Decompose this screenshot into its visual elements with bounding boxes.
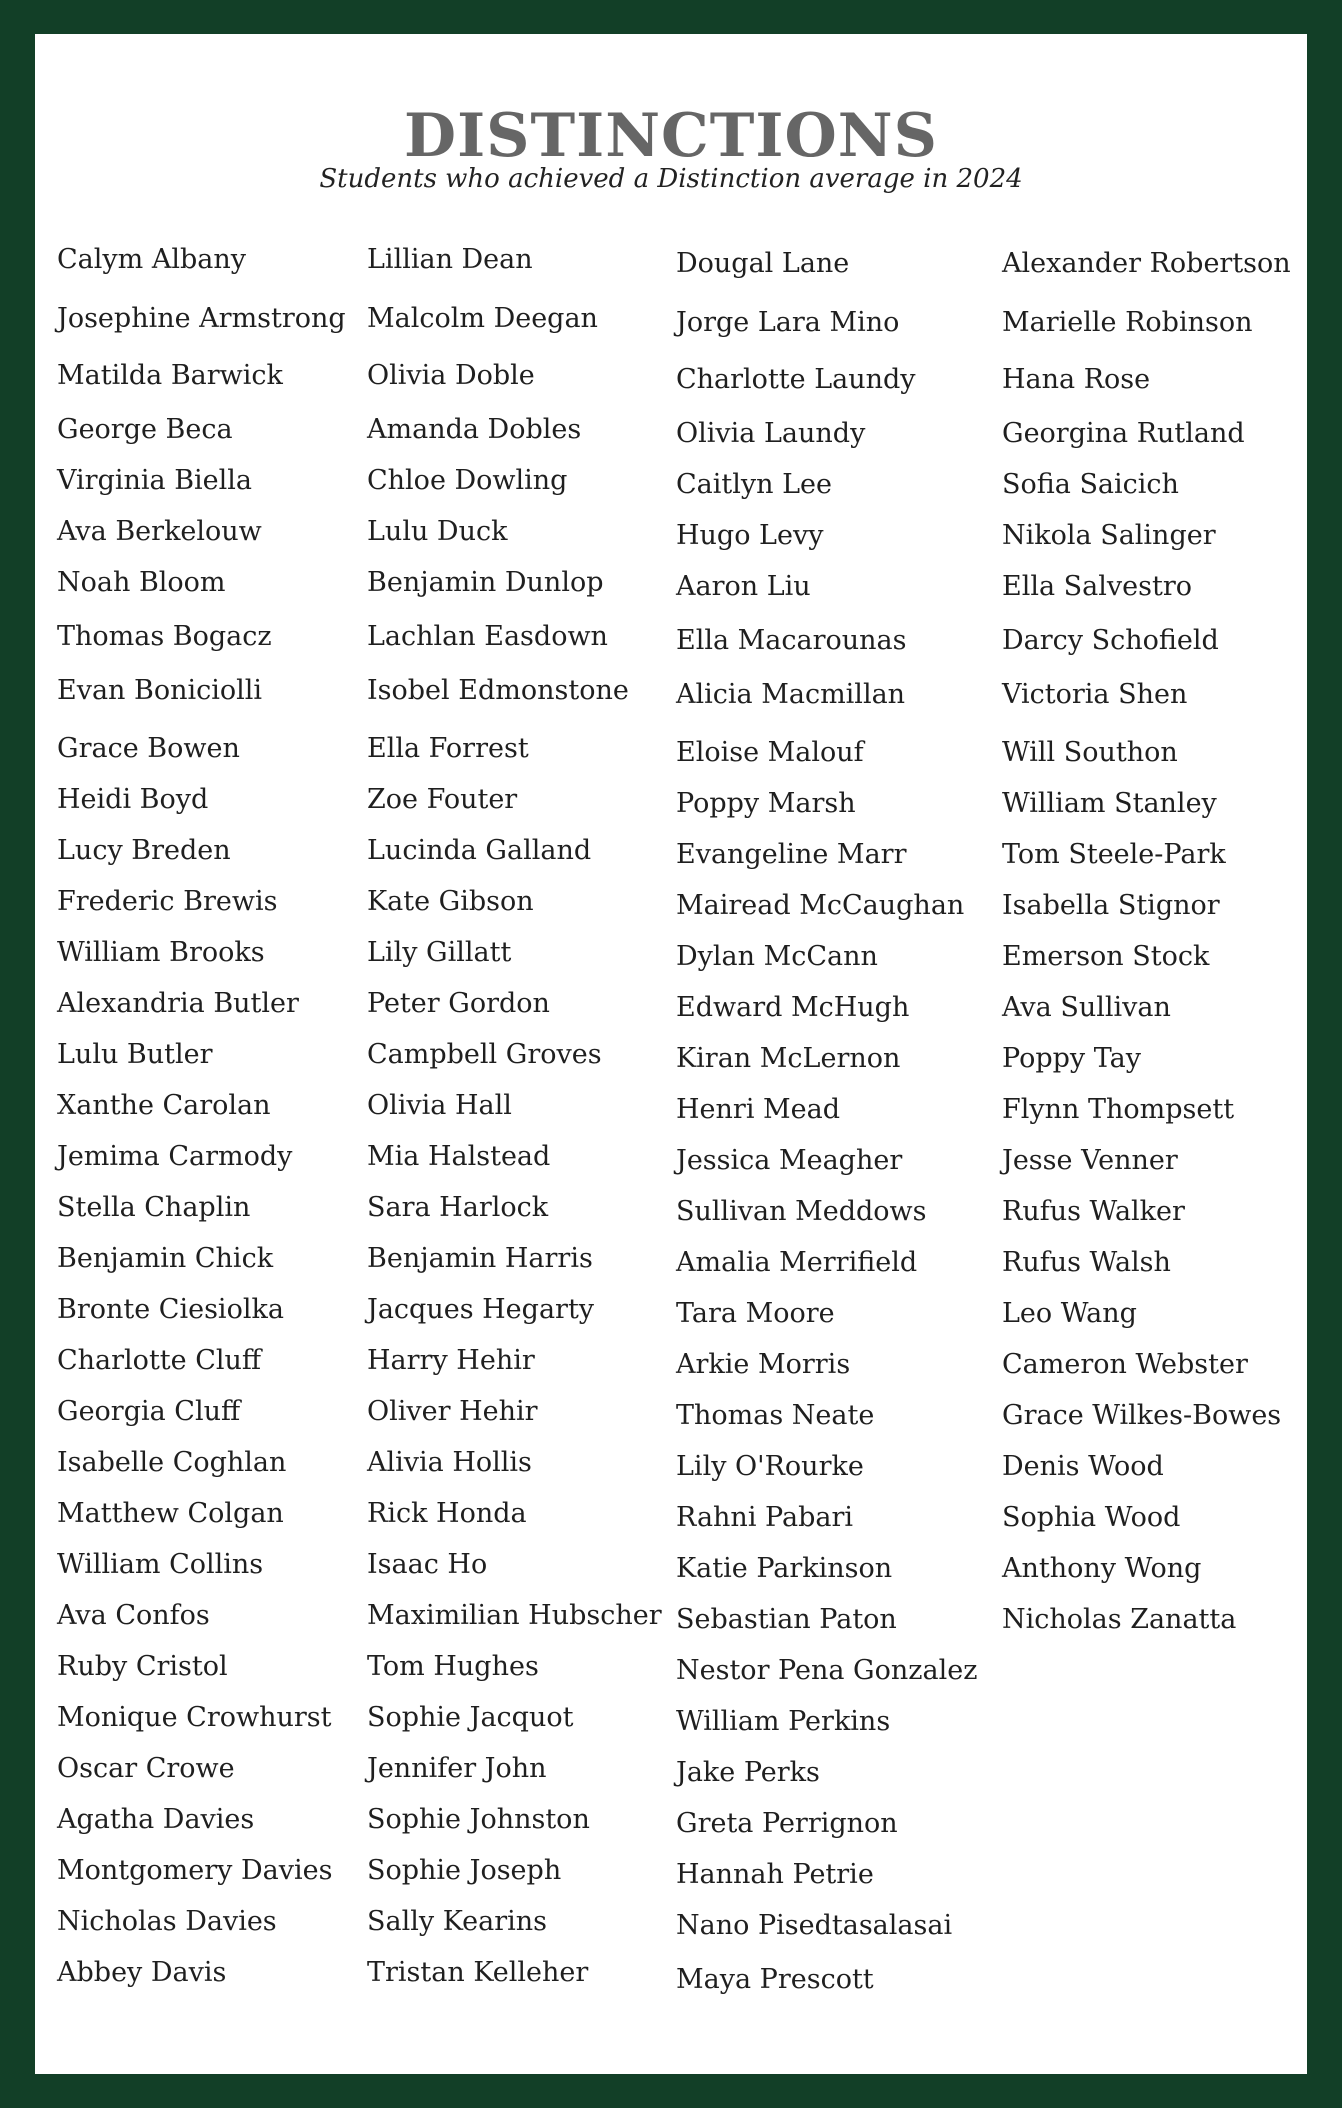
student-name: Arkie Morris (676, 1349, 851, 1380)
student-name: William Brooks (57, 937, 265, 968)
student-name: Nestor Pena Gonzalez (676, 1655, 978, 1686)
student-name: Henri Mead (676, 1094, 841, 1125)
student-name: Hugo Levy (676, 520, 824, 551)
student-name: Lucy Breden (57, 835, 231, 866)
student-name: Nano Pisedtasalasai (676, 1910, 953, 1941)
student-name: Lillian Dean (367, 244, 533, 275)
student-name: Sophia Wood (1002, 1502, 1181, 1533)
student-name: Olivia Doble (367, 360, 535, 391)
student-name: Ruby Cristol (57, 1651, 228, 1682)
student-name: Benjamin Harris (367, 1243, 593, 1274)
student-name: Sally Kearins (367, 1906, 548, 1937)
student-name: Charlotte Cluff (57, 1345, 262, 1376)
student-name: Sebastian Paton (676, 1604, 897, 1635)
student-name: Charlotte Laundy (676, 364, 916, 395)
student-name: Virginia Biella (57, 465, 253, 496)
student-name: Rick Honda (367, 1498, 527, 1529)
student-name: Harry Hehir (367, 1345, 535, 1376)
student-name: Frederic Brewis (57, 886, 278, 917)
student-name: Jemima Carmody (57, 1141, 293, 1172)
student-name: Montgomery Davies (57, 1855, 333, 1886)
student-name: Victoria Shen (1002, 679, 1188, 710)
student-name: Matilda Barwick (57, 360, 283, 391)
student-name: Ava Confos (57, 1600, 210, 1631)
student-name: Peter Gordon (367, 988, 550, 1019)
student-name: Sophie Joseph (367, 1855, 562, 1886)
student-name: Thomas Bogacz (57, 621, 272, 652)
student-name: Kiran McLernon (676, 1043, 901, 1074)
student-name: Jacques Hegarty (367, 1294, 595, 1325)
student-name: Lily Gillatt (367, 937, 512, 968)
student-name: Tara Moore (676, 1298, 835, 1329)
student-name: Ella Salvestro (1002, 571, 1192, 602)
student-name: Heidi Boyd (57, 784, 209, 815)
student-name: Ava Berkelouw (57, 516, 262, 547)
student-name: Campbell Groves (367, 1039, 602, 1070)
student-name: Lily O'Rourke (676, 1451, 864, 1482)
student-name: Amanda Dobles (367, 414, 582, 445)
student-name: Ava Sullivan (1002, 992, 1171, 1023)
student-name: Rahni Pabari (676, 1502, 854, 1533)
student-name: Georgina Rutland (1002, 418, 1245, 449)
student-name: Sara Harlock (367, 1192, 549, 1223)
student-name: Nicholas Davies (57, 1906, 277, 1937)
student-name: Tom Hughes (367, 1651, 539, 1682)
page-subtitle: Students who achieved a Distinction average in 2024 (319, 164, 1023, 194)
student-name: Mia Halstead (367, 1141, 551, 1172)
student-name: Lulu Butler (57, 1039, 213, 1070)
student-name: Georgia Cluff (57, 1396, 241, 1427)
student-name: Maya Prescott (676, 1964, 874, 1995)
student-name: Will Southon (1002, 737, 1178, 768)
student-name: Jessica Meagher (676, 1145, 903, 1176)
student-name: Emerson Stock (1002, 941, 1210, 972)
distinctions-panel (35, 34, 1307, 2074)
student-name: Lachlan Easdown (367, 621, 608, 652)
student-name: Oscar Crowe (57, 1753, 235, 1784)
student-name: Nikola Salinger (1002, 520, 1216, 551)
student-name: William Stanley (1002, 788, 1217, 819)
student-name: Grace Wilkes-Bowes (1002, 1400, 1282, 1431)
student-name: Ella Forrest (367, 733, 529, 764)
student-name: Benjamin Dunlop (367, 567, 604, 598)
student-name: Calym Albany (57, 244, 246, 275)
student-name: Hannah Petrie (676, 1859, 874, 1890)
student-name: Anthony Wong (1002, 1553, 1202, 1584)
page-title: DISTINCTIONS (404, 101, 938, 171)
student-name: Alicia Macmillan (676, 679, 906, 710)
student-name: Xanthe Carolan (57, 1090, 271, 1121)
student-name: Lucinda Galland (367, 835, 592, 866)
student-name: Caitlyn Lee (676, 469, 832, 500)
student-name: Greta Perrignon (676, 1808, 898, 1839)
student-name: Mairead McCaughan (676, 890, 965, 921)
student-name: Zoe Fouter (367, 784, 518, 815)
student-name: William Perkins (676, 1706, 891, 1737)
student-name: Evangeline Marr (676, 839, 907, 870)
student-name: Maximilian Hubscher (367, 1600, 662, 1631)
student-name: Isobel Edmonstone (367, 675, 629, 706)
student-name: Rufus Walsh (1002, 1247, 1171, 1278)
student-name: Olivia Hall (367, 1090, 512, 1121)
student-name: Denis Wood (1002, 1451, 1164, 1482)
student-name: Amalia Merrifield (676, 1247, 918, 1278)
student-name: Monique Crowhurst (57, 1702, 332, 1733)
student-name: Thomas Neate (676, 1400, 875, 1431)
student-name: Stella Chaplin (57, 1192, 251, 1223)
student-name: Edward McHugh (676, 992, 910, 1023)
student-name: Abbey Davis (57, 1957, 227, 1988)
student-name: Sullivan Meddows (676, 1196, 927, 1227)
student-name: Isaac Ho (367, 1549, 488, 1580)
student-name: Hana Rose (1002, 364, 1151, 395)
student-name: Dylan McCann (676, 941, 878, 972)
student-name: Tom Steele-Park (1002, 839, 1226, 870)
student-name: Evan Boniciolli (57, 675, 263, 706)
student-name: Poppy Marsh (676, 788, 856, 819)
student-name: Darcy Schofield (1002, 625, 1219, 656)
student-name: Benjamin Chick (57, 1243, 274, 1274)
student-name: Dougal Lane (676, 248, 850, 279)
student-name: Bronte Ciesiolka (57, 1294, 284, 1325)
student-name: Kate Gibson (367, 886, 534, 917)
student-name: Marielle Robinson (1002, 307, 1253, 338)
student-name: Sophie Jacquot (367, 1702, 574, 1733)
student-name: Katie Parkinson (676, 1553, 893, 1584)
student-name: Olivia Laundy (676, 418, 866, 449)
student-name: Poppy Tay (1002, 1043, 1141, 1074)
student-name: Chloe Dowling (367, 465, 568, 496)
student-name: Agatha Davies (57, 1804, 255, 1835)
student-name: Jake Perks (676, 1757, 820, 1788)
student-name: Aaron Liu (676, 571, 811, 602)
student-name: Jesse Venner (1002, 1145, 1178, 1176)
student-name: Eloise Malouf (676, 737, 864, 768)
student-name: Noah Bloom (57, 567, 226, 598)
student-name: Lulu Duck (367, 516, 508, 547)
student-name: Matthew Colgan (57, 1498, 284, 1529)
student-name: Alivia Hollis (367, 1447, 532, 1478)
student-name: Ella Macarounas (676, 625, 907, 656)
student-name: Alexander Robertson (1002, 248, 1291, 279)
student-name: Nicholas Zanatta (1002, 1604, 1237, 1635)
student-name: Sophie Johnston (367, 1804, 590, 1835)
student-name: Tristan Kelleher (367, 1957, 589, 1988)
student-name: Oliver Hehir (367, 1396, 538, 1427)
student-name: Jennifer John (367, 1753, 547, 1784)
student-name: William Collins (57, 1549, 264, 1580)
student-name: Cameron Webster (1002, 1349, 1248, 1380)
student-name: Flynn Thompsett (1002, 1094, 1235, 1125)
student-name: Isabelle Coghlan (57, 1447, 287, 1478)
student-name: Malcolm Deegan (367, 303, 598, 334)
student-name: Grace Bowen (57, 733, 240, 764)
student-name: Leo Wang (1002, 1298, 1137, 1329)
student-name: Rufus Walker (1002, 1196, 1185, 1227)
student-name: George Beca (57, 414, 233, 445)
student-name: Isabella Stignor (1002, 890, 1220, 921)
student-name: Josephine Armstrong (57, 303, 346, 334)
student-name: Alexandria Butler (57, 988, 299, 1019)
student-name: Jorge Lara Mino (676, 307, 900, 338)
student-name: Sofia Saicich (1002, 469, 1179, 500)
